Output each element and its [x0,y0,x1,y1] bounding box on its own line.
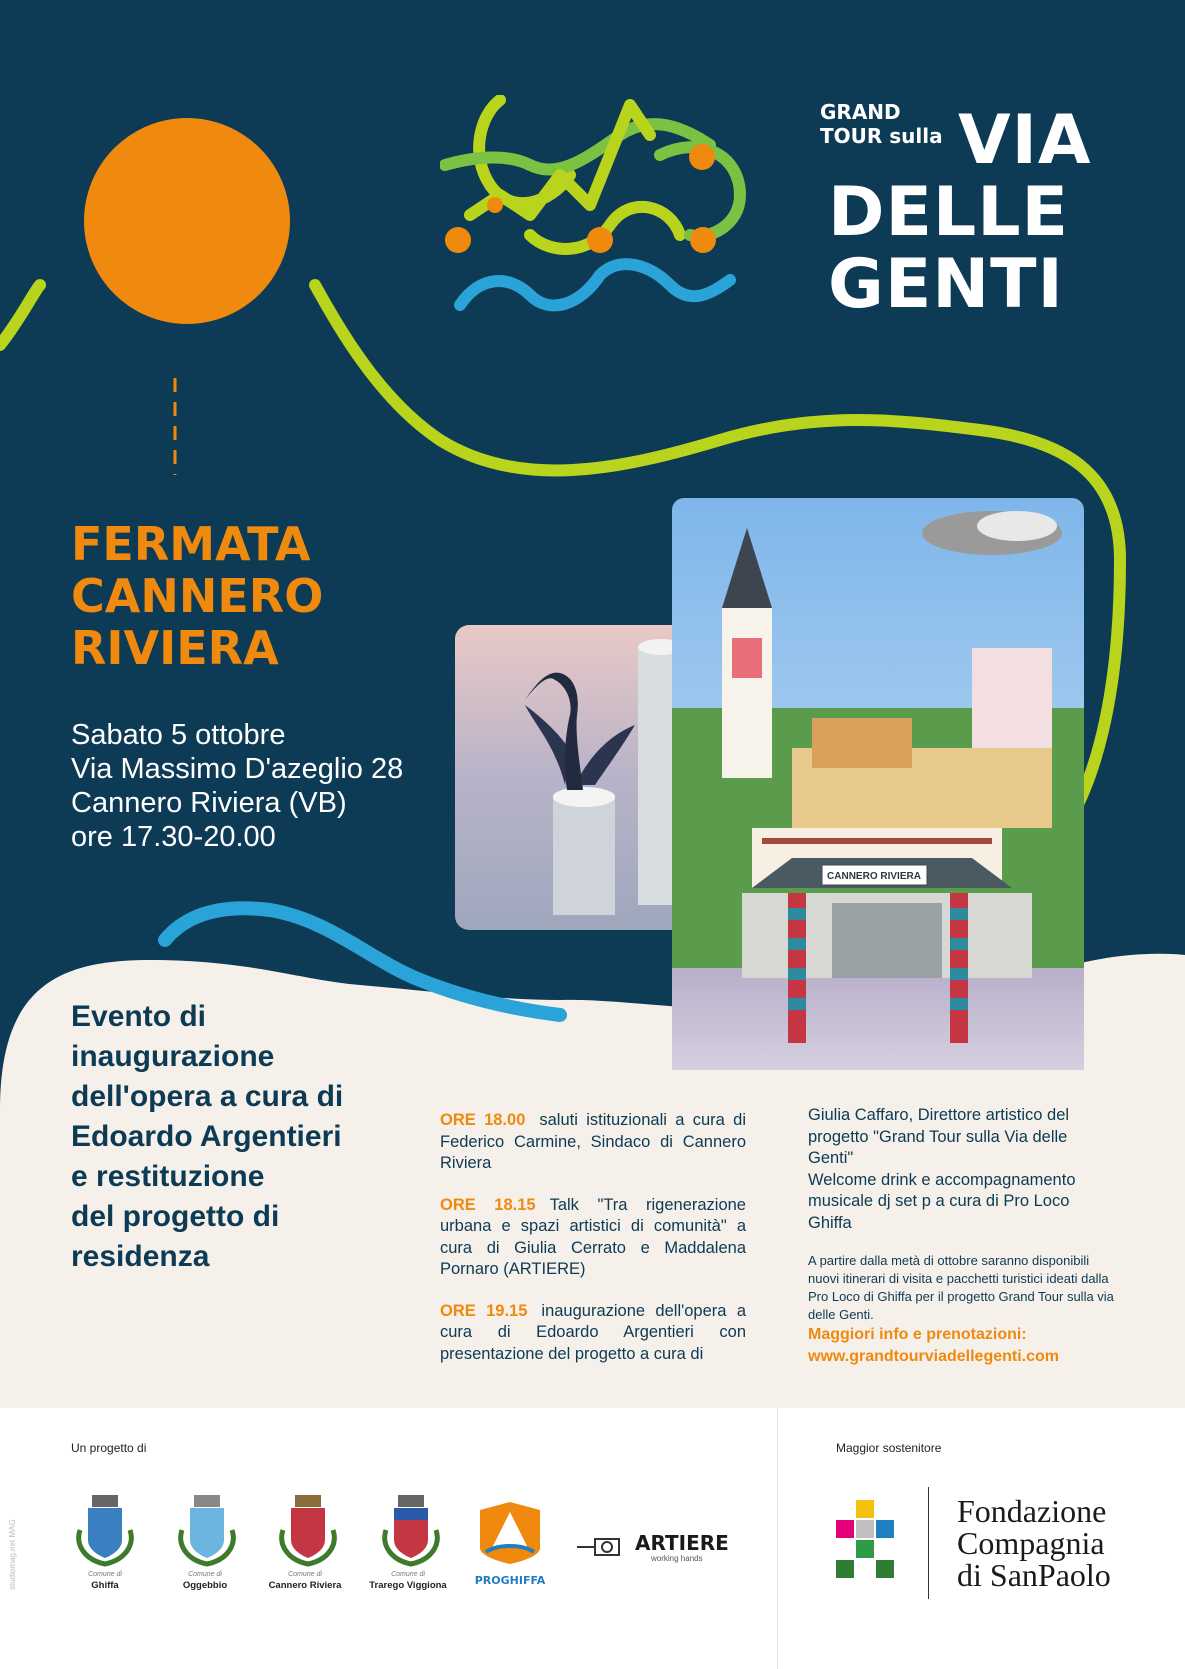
program-time: ORE 18.15 [440,1195,536,1214]
trarego-crest-icon [376,1490,446,1570]
stop-line3: RIVIERA [71,621,279,675]
program-item [440,1195,746,1281]
fondazione-line: Fondazione [957,1493,1107,1529]
oggebbio-crest-icon [172,1490,242,1570]
artiere-label: ARTIERE [635,1531,729,1555]
artiere-tag: working hands [651,1554,703,1563]
event-title-line: Edoardo Argentieri [71,1120,342,1153]
comune-ghiffa: Comune di Ghiffa [88,1571,122,1591]
comune-cannero: Comune di Cannero Riviera [268,1571,342,1591]
stop-line2: CANNERO [71,569,324,623]
event-title-line: dell'opera a cura di [71,1080,344,1113]
station-sign: CANNERO RIVIERA [827,871,921,882]
artiere-logo-icon [575,1525,735,1565]
ghiffa-crest-icon [70,1490,140,1570]
grand-tour-logo-icon [440,95,770,335]
stop-title [71,518,323,674]
program-column-right [808,1105,1114,1368]
stop-line1: FERMATA [71,517,311,571]
program-item [440,1301,746,1366]
event-title-line: inaugurazione [71,1040,275,1073]
footer-divider [777,1408,778,1669]
sponsor-label: Maggior sostenitore [836,1441,942,1455]
event-title-line: Evento di [71,1000,207,1033]
event-hours: ore 17.30-20.00 [71,821,276,853]
event-title [71,997,391,1277]
project-label: Un progetto di [71,1441,147,1455]
brand-line2: TOUR sulla [820,124,943,148]
program-text: saluti istituzionali a cura di Federico Carmine, Sindaco di Cannero Riviera [440,1111,746,1172]
event-info [71,718,403,854]
cannero-town-illustration [672,498,1084,1070]
brand-delle: DELLE [828,173,1070,252]
event-date: Sabato 5 ottobre [71,719,286,751]
fondazione-line: Compagnia [957,1525,1105,1561]
event-title-line: e restituzione [71,1160,265,1193]
more-info-label: Maggiori info e prenotazioni: [808,1326,1027,1343]
program-text: inaugurazione dell'opera a cura di Edoardo Argentieri con presentazione del progetto a cura di [440,1301,746,1363]
event-title-line: residenza [71,1240,210,1273]
proloco-label: PROGHIFFA [474,1574,546,1587]
brand-via: VIA [958,101,1092,180]
website-link[interactable]: www.grandtourviadellegenti.com [808,1348,1059,1365]
comune-trarego: Comune di Trarego Viggiona [369,1571,447,1591]
program-time: ORE 19.15 [440,1301,528,1320]
fondazione-line: di SanPaolo [957,1557,1111,1593]
event-address: Via Massimo D'azeglio 28 [71,753,404,785]
program-note: A partire dalla metà di ottobre saranno disponibili nuovi itinerari di visita e pacchetti turistici ideati dalla Pro Loco di Ghiffa per il progetto Grand Tour sulla via delle Genti. [808,1253,1114,1322]
fondazione-divider [928,1487,929,1599]
fondazione-logo-icon [834,1498,904,1588]
program-column-left [440,1110,746,1385]
program-time: ORE 18.00 [440,1111,526,1129]
brand-line1: GRAND [820,100,901,124]
program-text: Talk "Tra rigenerazione urbana e spazi artistici di comunità" a cura di Giulia Cerrato e Maddalena Pornaro (ARTIERE) [440,1195,746,1278]
program-welcome: Welcome drink e accompagnamento musicale dj set p a cura di Pro Loco Ghiffa [808,1170,1076,1232]
program-item [440,1110,746,1175]
program-continuation: Giulia Caffaro, Direttore artistico del progetto "Grand Tour sulla Via delle Genti" [808,1106,1070,1167]
brand-grand-tour [820,100,943,148]
comune-oggebbio: Comune di Oggebbio [182,1571,228,1591]
studio-credit: studiomag.net MAG [8,1519,17,1590]
proloco-ghiffa-logo-icon [472,1500,548,1590]
event-title-line: del progetto di [71,1200,280,1233]
fondazione-name [957,1495,1111,1591]
brand-genti: GENTI [828,245,1064,324]
event-city: Cannero Riviera (VB) [71,787,347,819]
cannero-crest-icon [273,1490,343,1570]
